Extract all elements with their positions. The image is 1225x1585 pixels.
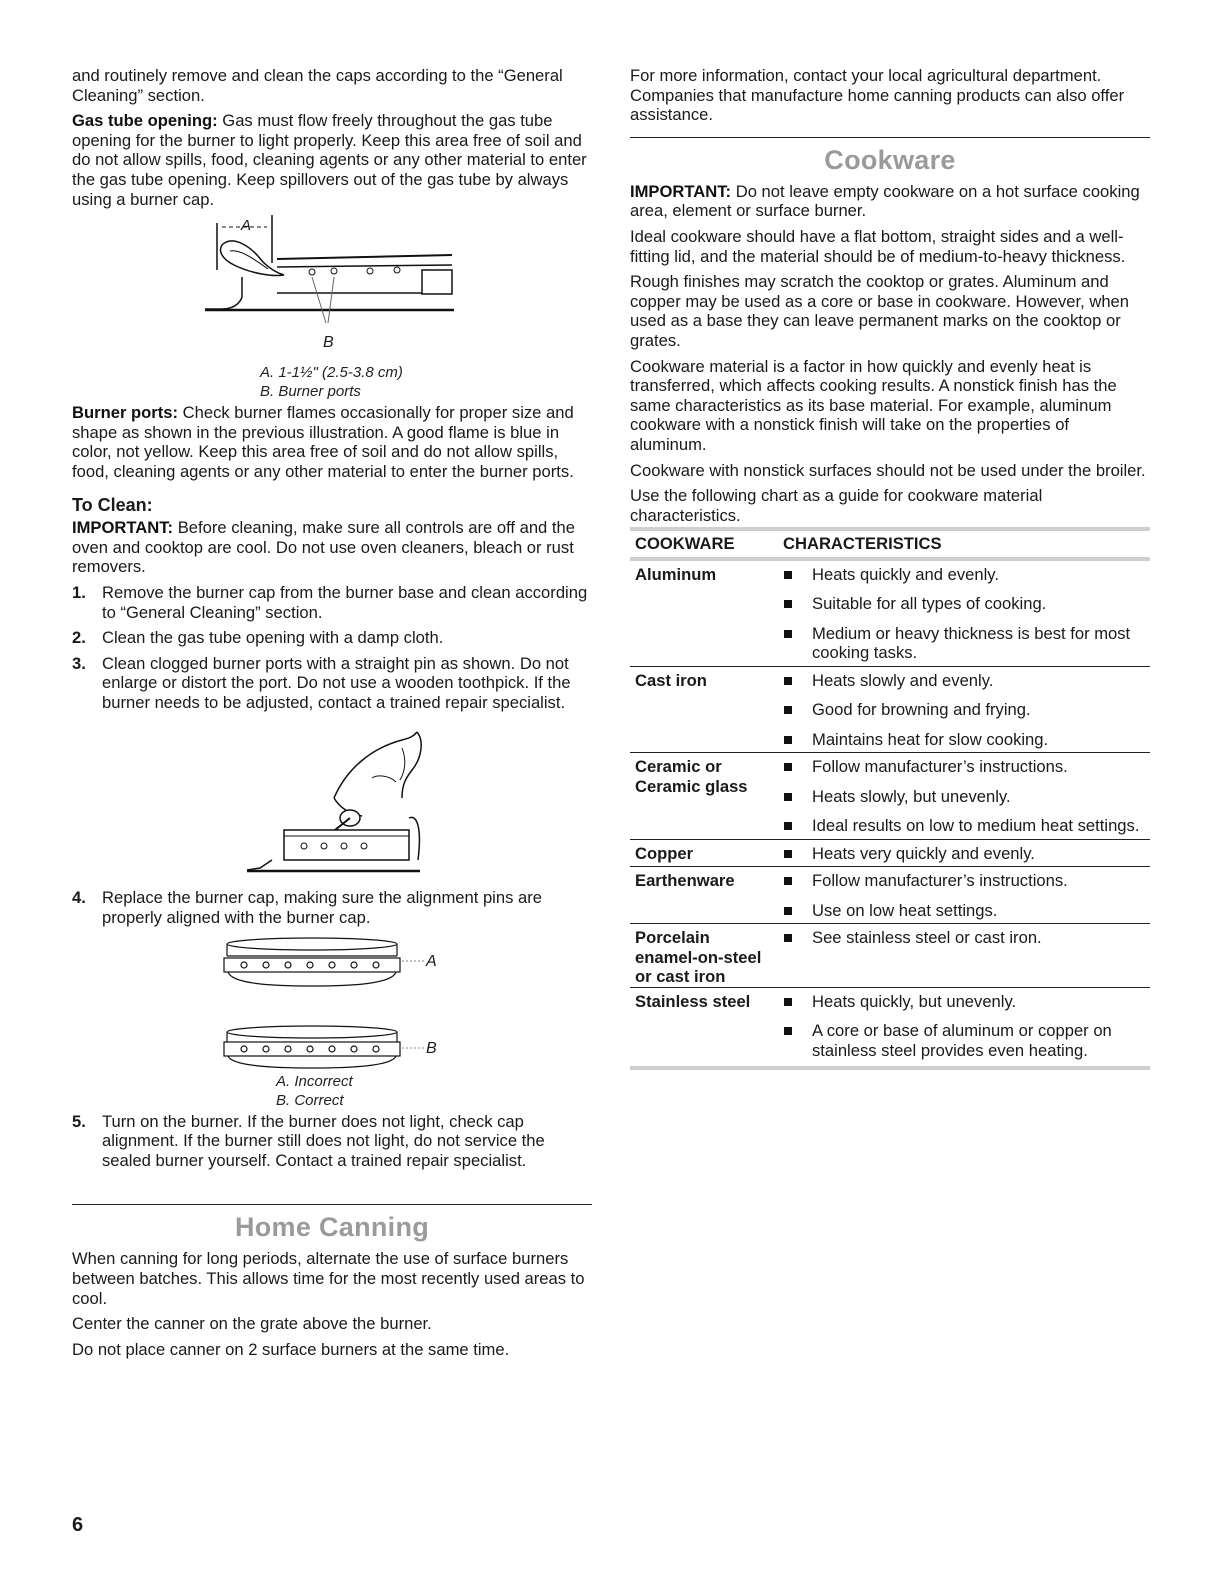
table-row xyxy=(630,987,1150,1068)
table-header-cookware: COOKWARE xyxy=(630,529,778,559)
pin-cleaning-illustration xyxy=(72,718,592,888)
cleaning-steps xyxy=(72,583,592,713)
left-column xyxy=(72,66,592,1365)
list-item: Heats very quickly and evenly. xyxy=(778,844,1150,864)
material-cell: Cast iron xyxy=(630,666,778,753)
cookware-title: Cookware xyxy=(824,144,956,175)
canning-paragraph: When canning for long periods, alternate the use of surface burners between batches. This allows time for the most recently used areas to cool. xyxy=(72,1249,585,1308)
figure-label-b: B xyxy=(323,334,334,352)
burner-ports-illustration xyxy=(72,215,592,403)
page-number: 6 xyxy=(72,1514,84,1536)
cookware-paragraph: Ideal cookware should have a flat bottom, straight sides and a well-fitting lid, and the material should be of medium-to-heavy thickness. xyxy=(630,226,1126,266)
section-divider xyxy=(630,137,1150,138)
material-cell: Stainless steel xyxy=(630,987,778,1068)
step-text: Clean the gas tube opening with a damp cloth. xyxy=(102,628,444,648)
canning-paragraph: Center the canner on the grate above the burner. xyxy=(72,1314,432,1334)
step-3 xyxy=(72,654,592,713)
gas-tube-label: Gas tube opening: xyxy=(72,111,218,131)
material-cell: Porcelain enamel-on-steel or cast iron xyxy=(630,924,778,988)
cookware-paragraph: Cookware material is a factor in how quickly and evenly heat is transferred, which affects cooking results. A nonstick finish has the same characteristics as its base material. For example, aluminum cookware with a nonstick finish will take on the properties of aluminum. xyxy=(630,356,1117,454)
list-item: Use on low heat settings. xyxy=(778,901,1150,921)
list-item: A core or base of aluminum or copper on stainless steel provides even heating. xyxy=(778,1021,1150,1060)
list-item: Follow manufacturer’s instructions. xyxy=(778,871,1150,891)
table-row xyxy=(630,867,1150,924)
burner-ports-text: Check burner flames occasionally for proper size and shape as shown in the previous illustration. A good flame is blue in color, not yellow. Keep this area free of soil and do not allow spills, food, cleaning agents or any other material to enter the burner ports. xyxy=(72,403,574,481)
characteristics-cell xyxy=(778,839,1150,867)
cookware-paragraph: Rough finishes may scratch the cooktop or grates. Aluminum and copper may be used as a core or base in cookware. However, when used as a base they can leave permanent marks on the cooktop or grates. xyxy=(630,272,1130,350)
step-4 xyxy=(72,888,592,927)
list-item: Heats slowly, but unevenly. xyxy=(778,787,1150,807)
cookware-paragraph: Use the following chart as a guide for cookware material characteristics. xyxy=(630,486,1043,525)
cookware-table xyxy=(630,527,1150,1070)
table-header-characteristics: CHARACTERISTICS xyxy=(778,529,1150,559)
canning-paragraph: Do not place canner on 2 surface burners at the same time. xyxy=(72,1339,510,1359)
important-label: IMPORTANT: xyxy=(630,181,732,201)
figure-label-a: A xyxy=(426,952,437,970)
cap-alignment-illustration xyxy=(72,934,592,1112)
gas-tube-paragraph xyxy=(72,111,592,209)
table-row xyxy=(630,559,1150,667)
step-number: 3. xyxy=(72,653,86,673)
gas-tube-text: Gas must flow freely throughout the gas tube opening for the burner to light properly. Keep this area free of soil and do not allow spills, food, cleaning agents or any other material to enter the gas tube opening. Keep spillovers out of the gas tube by always using a burner cap. xyxy=(72,111,587,209)
cleaning-steps-final xyxy=(72,1112,592,1171)
figure-label-b: B xyxy=(426,1039,437,1057)
cap-alignment-diagram xyxy=(72,934,592,1072)
list-item: Ideal results on low to medium heat settings. xyxy=(778,816,1150,836)
home-canning-title: Home Canning xyxy=(234,1212,430,1243)
list-item: Maintains heat for slow cooking. xyxy=(778,730,1150,750)
canning-more-paragraph: For more information, contact your local agricultural department. Companies that manufacture home canning products can also offer assistance. xyxy=(630,66,1125,125)
cookware-paragraph: Cookware with nonstick surfaces should not be used under the broiler. xyxy=(630,460,1146,480)
list-item: See stainless steel or cast iron. xyxy=(778,928,1150,948)
step-2 xyxy=(72,628,592,648)
table-row xyxy=(630,666,1150,753)
figure-caption xyxy=(276,1072,353,1110)
figure-label-a: A xyxy=(241,217,252,235)
intro-paragraph: and routinely remove and clean the caps according to the “General Cleaning” section. xyxy=(72,66,563,105)
important-paragraph xyxy=(72,518,592,577)
step-text: Clean clogged burner ports with a straight pin as shown. Do not enlarge or distort the port. Do not use a wooden toothpick. If the burner needs to be adjusted, contact a trained repair specialist. xyxy=(102,653,571,712)
figure-caption xyxy=(260,363,403,401)
cleaning-steps-continued xyxy=(72,888,592,927)
important-text: Do not leave empty cookware on a hot surface cooking area, element or surface burner. xyxy=(630,181,1140,221)
list-item: Heats quickly, but unevenly. xyxy=(778,992,1150,1012)
burner-ports-paragraph xyxy=(72,403,592,481)
important-text: Before cleaning, make sure all controls are off and the oven and cooktop are cool. Do not use oven cleaners, bleach or rust removers. xyxy=(72,518,575,577)
list-item: Follow manufacturer’s instructions. xyxy=(778,757,1150,777)
to-clean-heading: To Clean: xyxy=(72,494,153,515)
step-1 xyxy=(72,583,592,622)
table-row xyxy=(630,839,1150,867)
characteristics-cell xyxy=(778,924,1150,988)
material-cell: Aluminum xyxy=(635,564,717,584)
table-header-row xyxy=(630,529,1150,559)
important-label: IMPORTANT: xyxy=(72,518,174,538)
cookware-important-paragraph xyxy=(630,182,1150,221)
characteristics-cell xyxy=(778,753,1150,840)
step-number: 4. xyxy=(72,888,86,908)
step-text: Replace the burner cap, making sure the alignment pins are properly aligned with the burner cap. xyxy=(102,888,542,928)
list-item: Medium or heavy thickness is best for most cooking tasks. xyxy=(778,624,1150,663)
list-item: Suitable for all types of cooking. xyxy=(778,594,1150,614)
section-divider xyxy=(72,1204,592,1205)
step-5 xyxy=(72,1112,592,1171)
burner-ports-label: Burner ports: xyxy=(72,403,179,423)
material-cell: Earthenware xyxy=(630,867,778,924)
right-column xyxy=(630,66,1150,1070)
list-item: Good for browning and frying. xyxy=(778,700,1150,720)
step-number: 1. xyxy=(72,582,86,602)
characteristics-cell xyxy=(778,559,1150,667)
caption-b: B. Burner ports xyxy=(260,383,361,401)
caption-a: A. Incorrect xyxy=(276,1072,353,1090)
step-text: Remove the burner cap from the burner base and clean according to “General Cleaning” section. xyxy=(102,582,588,622)
characteristics-cell xyxy=(778,867,1150,924)
table-row xyxy=(630,924,1150,988)
characteristics-cell xyxy=(778,666,1150,753)
step-number: 2. xyxy=(72,628,86,648)
caption-a: A. 1-1½" (2.5-3.8 cm) xyxy=(260,364,403,382)
step-number: 5. xyxy=(72,1111,86,1131)
step-text: Turn on the burner. If the burner does not light, check cap alignment. If the burner still does not light, do not service the sealed burner yourself. Contact a trained repair specialist. xyxy=(102,1111,545,1170)
hand-pin-diagram xyxy=(72,718,592,888)
list-item: Heats slowly and evenly. xyxy=(778,671,1150,691)
characteristics-cell xyxy=(778,987,1150,1068)
list-item: Heats quickly and evenly. xyxy=(778,565,1150,585)
caption-b: B. Correct xyxy=(276,1091,344,1109)
table-row xyxy=(630,753,1150,840)
material-cell: Ceramic or Ceramic glass xyxy=(630,753,778,840)
material-cell: Copper xyxy=(630,839,778,867)
